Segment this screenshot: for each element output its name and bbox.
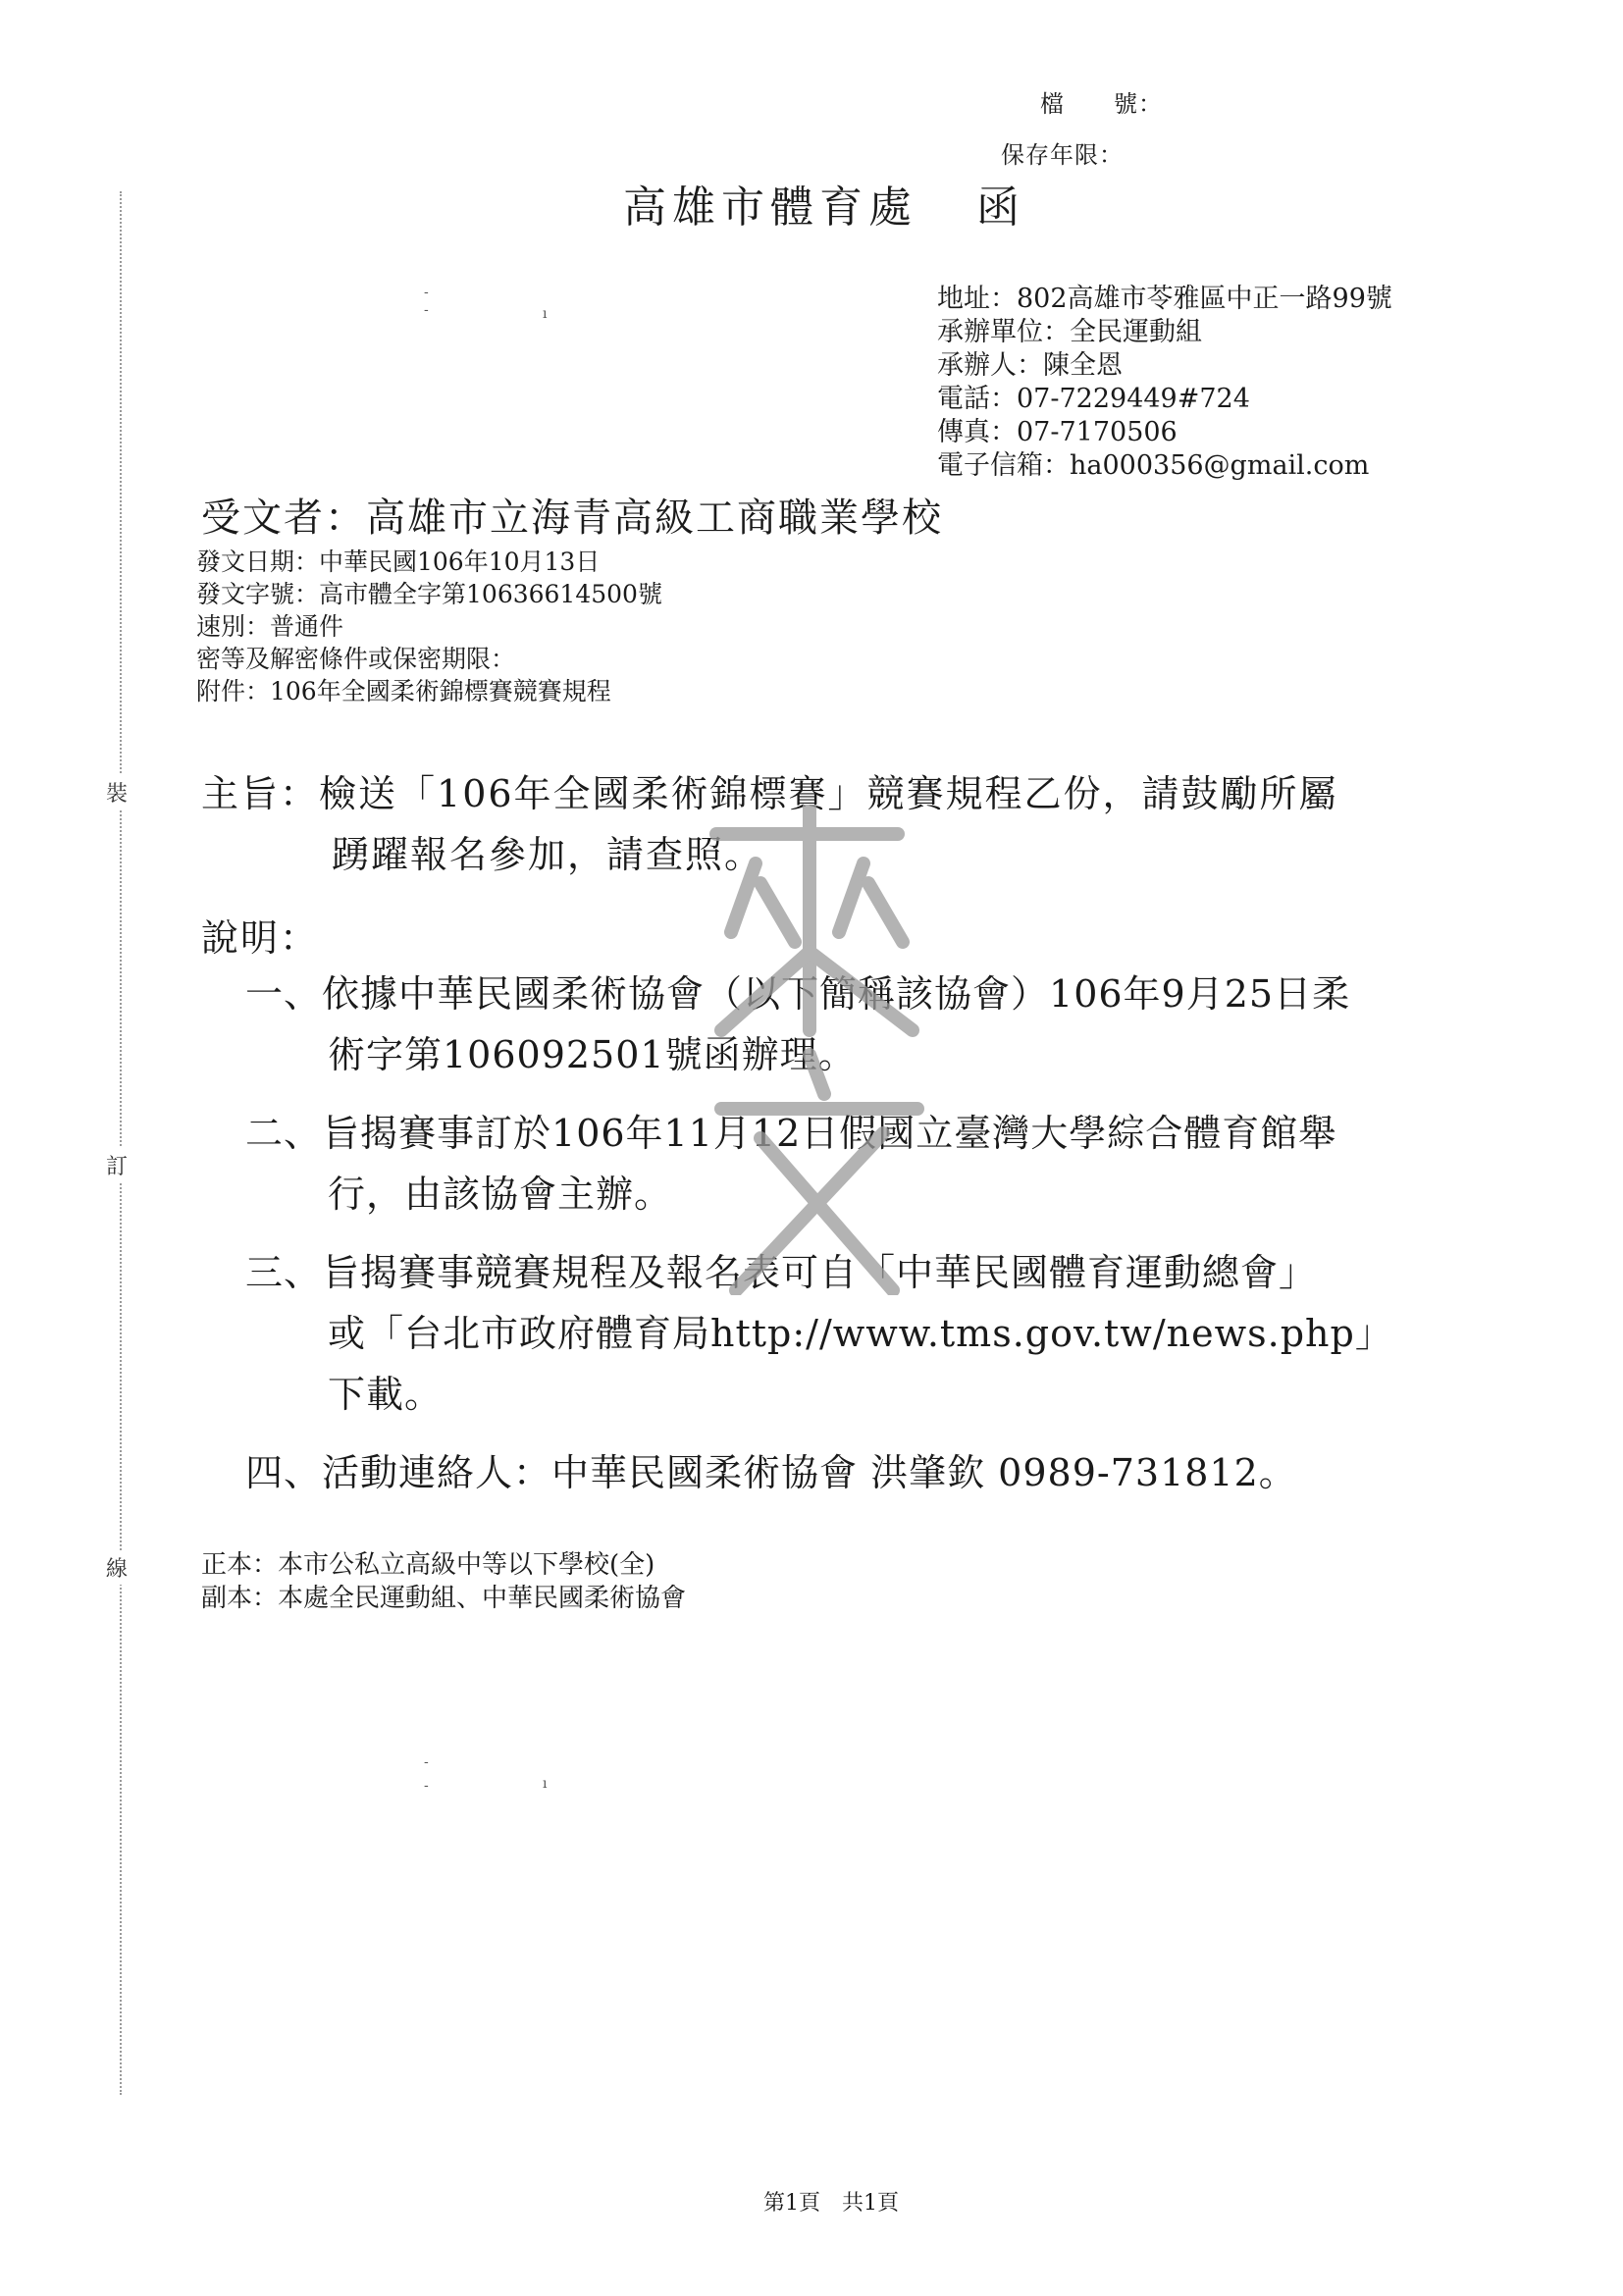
explanation-item-2 — [245, 1103, 1336, 1225]
distribution-block — [201, 1548, 686, 1615]
page-number: 第1頁 共1頁 — [763, 2191, 899, 2216]
sender-contact-block — [937, 283, 1392, 483]
attachment-line: 附件：106年全國柔術錦標賽競賽規程 — [196, 677, 611, 705]
item-text: 旨揭賽事訂於106年11月12日假國立臺灣大學綜合體育館舉 — [322, 1112, 1337, 1155]
scan-mark: - — [424, 285, 429, 300]
sender-address: 地址：802高雄市苓雅區中正一路99號 — [937, 284, 1392, 314]
binding-mark-top: 裝 — [106, 775, 128, 809]
document-type: 函 — [976, 183, 1025, 233]
document-meta-block — [196, 546, 662, 707]
item-text: 下載。 — [328, 1373, 444, 1416]
scan-mark: - — [424, 1754, 429, 1770]
file-number-field: 檔 號： — [1040, 90, 1163, 118]
scan-mark: ı — [543, 1776, 548, 1792]
explanation-item-1 — [245, 964, 1350, 1085]
fax-number: 傳真：07-7170506 — [937, 417, 1178, 447]
item-number: 四、 — [245, 1451, 323, 1494]
binding-mark-bottom: 線 — [106, 1550, 128, 1585]
subject-line-1: 檢送「106年全國柔術錦標賽」競賽規程乙份，請鼓勵所屬 — [319, 772, 1338, 815]
subject-label: 主旨： — [201, 772, 320, 815]
explanation-label: 說明： — [201, 916, 320, 960]
scan-mark: ı — [543, 306, 548, 322]
email-address: 電子信箱：ha000356@gmail.com — [937, 450, 1370, 481]
delivery-speed: 速別：普通件 — [196, 612, 344, 641]
handler-name: 承辦人：陳全恩 — [937, 350, 1123, 381]
item-text: 行，由該協會主辦。 — [328, 1173, 673, 1216]
item-number: 一、 — [245, 972, 323, 1016]
explanation-item-4 — [245, 1442, 1297, 1503]
subject-block — [201, 763, 1338, 885]
original-recipients: 正本：本市公私立高級中等以下學校(全) — [201, 1550, 655, 1580]
retention-period-field: 保存年限： — [1001, 141, 1124, 169]
phone-number: 電話：07-7229449#724 — [937, 384, 1250, 414]
subject-line-2: 踴躍報名參加，請查照。 — [332, 833, 764, 876]
copy-recipients: 副本：本處全民運動組、中華民國柔術協會 — [201, 1584, 687, 1613]
issuing-agency: 高雄市體育處 — [623, 183, 917, 233]
handling-unit: 承辦單位：全民運動組 — [937, 317, 1202, 347]
item-number: 三、 — [245, 1251, 323, 1294]
scan-mark: - — [424, 302, 429, 318]
item-text: 或「台北市政府體育局http://www.tms.gov.tw/news.php」 — [328, 1312, 1393, 1355]
binding-mark-middle: 訂 — [106, 1148, 128, 1182]
item-text: 活動連絡人：中華民國柔術協會 洪肇欽 0989-731812。 — [322, 1451, 1297, 1494]
binding-line — [120, 191, 122, 2095]
document-number: 發文字號：高市體全字第10636614500號 — [196, 580, 662, 608]
document-title — [623, 172, 1025, 235]
item-number: 二、 — [245, 1112, 323, 1155]
security-level: 密等及解密條件或保密期限： — [196, 645, 516, 673]
item-text: 術字第106092501號函辦理。 — [328, 1033, 857, 1076]
issue-date: 發文日期：中華民國106年10月13日 — [196, 548, 601, 576]
explanation-item-3 — [245, 1242, 1393, 1425]
item-text: 旨揭賽事競賽規程及報名表可自「中華民國體育運動總會」 — [322, 1251, 1318, 1294]
scan-mark: - — [424, 1778, 429, 1794]
recipient-line: 受文者：高雄市立海青高級工商職業學校 — [201, 496, 943, 541]
item-text: 依據中華民國柔術協會（以下簡稱該協會）106年9月25日柔 — [322, 972, 1351, 1016]
